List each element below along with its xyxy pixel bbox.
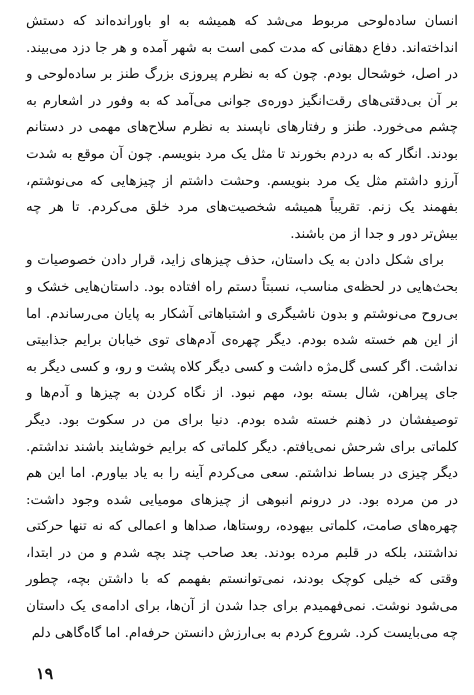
- paragraph-1: انسان ساده‌لوحی مربوط می‌شد که همیشه به او باورانده‌اند که دستش انداخته‌اند. دفاع دهقانی که مدت کمی است به شهر آمده و هر جا دزد می‌بیند. در اصل، خوشحال بودم. چون که به نظرم پیروزی بزرگ طنز بر ساده‌لوحی و بر آن بی‌دقتی‌های رقت‌انگیز دوره‌ی جوانی می‌آمد که به وفور در اشعارم به چشم می‌خورد. طنز و رفتارهای ناپسند به نظرم سلاح‌های مهمی در دستانم بودند. انگار که به دردم بخورند تا مثل یک مرد بنویسم. چون آن موقع به شدت آرزو داشتم مثل یک مرد بنویسم. وحشت داشتم از چیزهایی که می‌نوشتم، بفهمند یک زنم. تقریباً همیشه شخصیت‌های مرد خلق می‌کردم. تا هر چه بیش‌تر دور و جدا از من باشند.: [26, 14, 458, 242]
- body-text: [26, 9, 458, 647]
- page-number: ۱۹: [36, 664, 54, 683]
- paragraph-2: برای شکل دادن به یک داستان، حذف چیزهای زاید، قرار دادن خصوصیات و بحث‌هایی در لحظه‌ی مناسب، نسبتاً دستم راه افتاده بود. داستان‌هایی خشک و بی‌روح می‌نوشتم و بدون ناشیگری و اشتباهاتی آشکار به پایان می‌رساندم. اما از این هم خسته شده بودم. دیگر چهره‌ی آدم‌های توی خیابان برایم جذابیتی نداشت. اگر کسی گل‌مژه داشت و کسی دیگر کلاه پشت و رو، و کسی دیگر به جای پیراهن، شال بسته بود، مهم نبود. از نگاه کردن به چیزها و آدم‌ها و توصیفشان در ذهنم خسته شده بودم. دنیا برای من در سکوت بود. دیگر کلماتی برای شرحش نمی‌یافتم. دیگر کلماتی که برایم خوشایند باشند نداشتم. دیگر چیزی در بساط نداشتم. سعی می‌کردم آینه را به یاد بیاورم. اما این هم در من مرده بود. در درونم انبوهی از چیزهای مومیایی شده وجود داشت: چهره‌های صامت، کلماتی بیهوده، روستاها، صداها و اعمالی که نه تنها حرکتی نداشتند، بلکه در قلبم مرده بودند. بعد صاحب چند بچه شدم و من در ابتدا، وقتی که خیلی کوچک بودند، نمی‌توانستم بفهمم که با داشتن بچه، چطور می‌شود نوشت. نمی‌فهمیدم برای جدا شدن از آن‌ها، برای ادامه‌ی یک داستان چه می‌بایست کرد. شروع کردم به بی‌ارزش دانستن حرفه‌ام. اما گاه‌گاهی دلم: [26, 253, 458, 641]
